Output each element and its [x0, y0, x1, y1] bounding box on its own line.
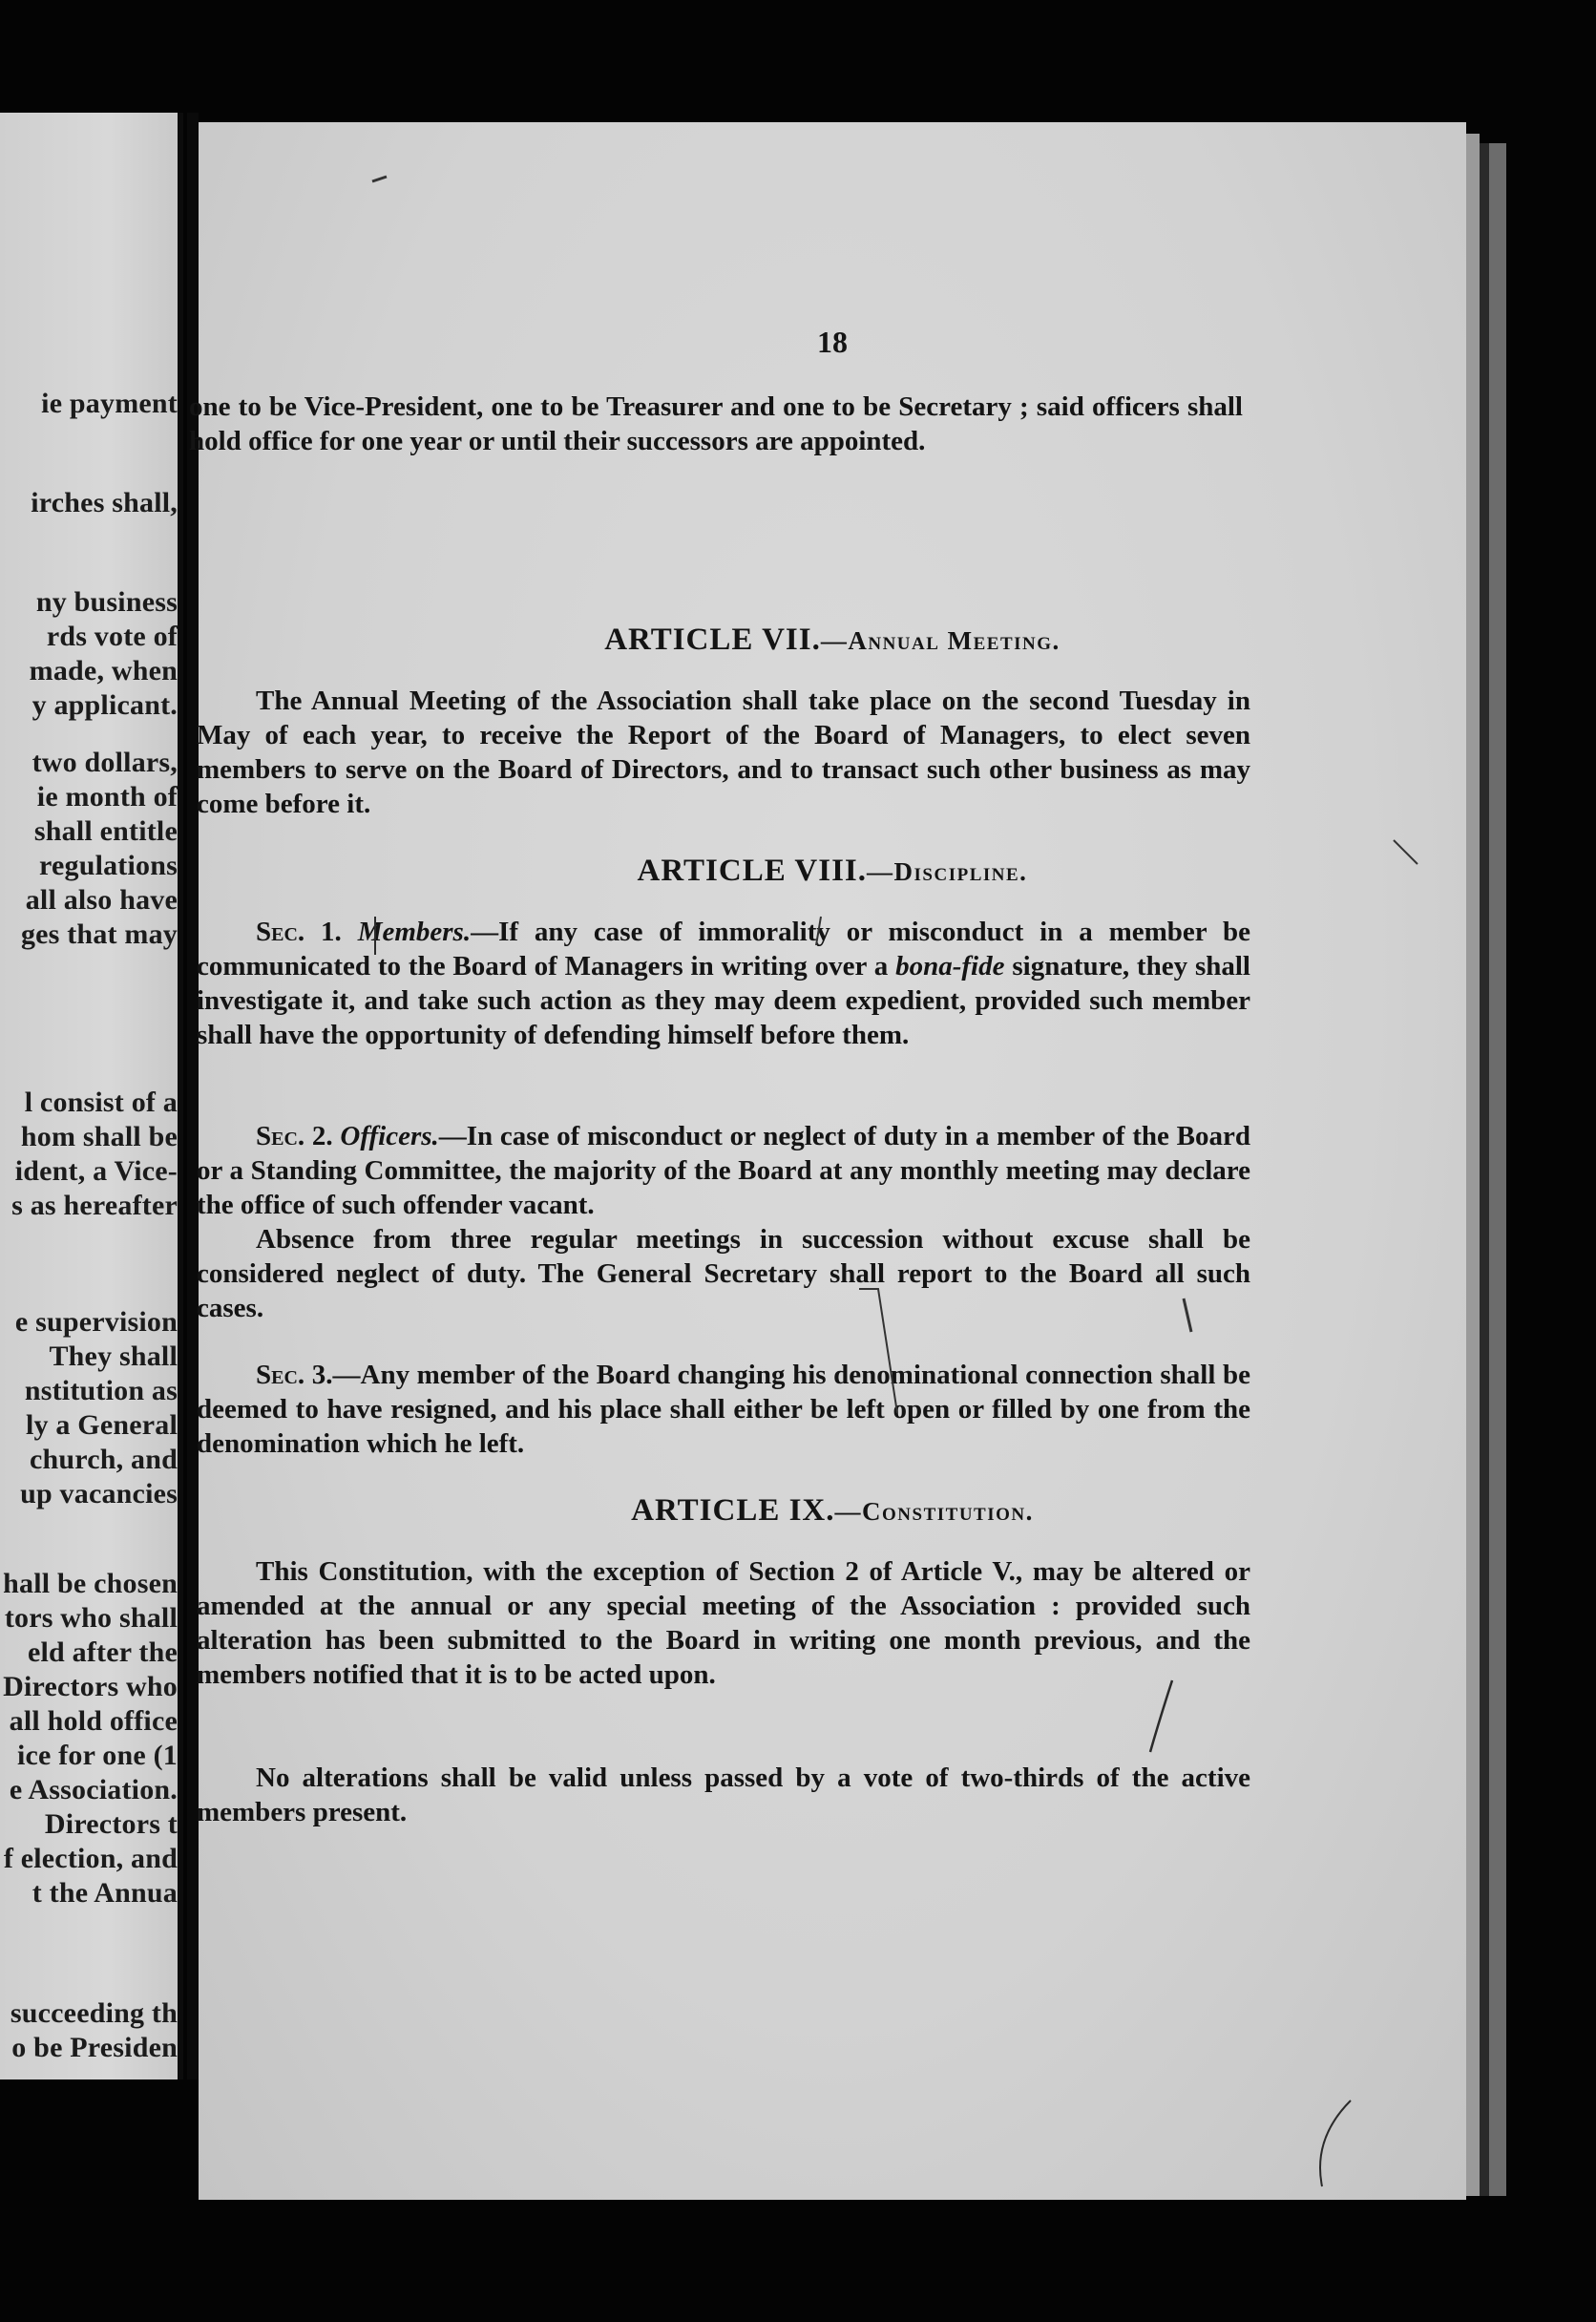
- article-9-title: ARTICLE IX.: [631, 1493, 835, 1528]
- pencil-mark: [859, 1289, 897, 1413]
- section-2-label: Sec. 2.: [256, 1121, 333, 1151]
- pencil-mark: [372, 177, 387, 181]
- left-fragment: ges that may: [20, 918, 178, 950]
- pencil-mark: [1150, 1680, 1172, 1752]
- section-1-text-a: —If any case of immorality or misconduct in a member be communicated to the Board of Managers in writing over a: [197, 917, 1251, 982]
- left-fragment: tors who shall: [4, 1602, 178, 1634]
- left-fragment: made, when: [29, 655, 178, 686]
- left-fragment: ident, a Vice-: [14, 1155, 178, 1187]
- section-1-label: Sec. 1.: [256, 917, 342, 947]
- left-fragment: They shall: [49, 1340, 178, 1372]
- left-fragment: all also have: [25, 884, 178, 916]
- section-2-text: —In case of misconduct or neglect of duty in a member of the Board or a Standing Committee, the majority of the Board at any monthly meeting may declare the office of such offender vacant.: [197, 1121, 1251, 1220]
- pencil-mark: [816, 917, 821, 945]
- left-fragment: rds vote of: [46, 621, 178, 652]
- left-fragment: eld after the: [28, 1636, 178, 1668]
- article-9-subtitle: —Constitution.: [834, 1497, 1034, 1526]
- section-3-label: Sec. 3.: [256, 1360, 333, 1390]
- left-fragment: y applicant.: [32, 689, 178, 721]
- section-1-title: Members.: [357, 917, 472, 947]
- absence-text: Absence from three regular meetings in succession without excuse shall be considered neglect of duty. The General Secretary shall report to the Board all such cases.: [197, 1224, 1250, 1323]
- left-fragment: f election, and: [3, 1843, 178, 1874]
- article-9-text: This Constitution, with the exception of Section 2 of Article V., may be altered or amended at the annual or any special meeting of the Association : provided such alteration has been submitted to the Board in writing one month previous, and the members notified that it is to be acted upon.: [197, 1556, 1250, 1690]
- left-fragment: e supervision: [14, 1306, 178, 1338]
- left-fragment: up vacancies: [20, 1478, 178, 1509]
- left-fragment: ice for one (1: [16, 1740, 178, 1771]
- left-fragment: t the Annua: [32, 1877, 178, 1909]
- left-fragment: ny business: [35, 586, 178, 618]
- pencil-mark: [1394, 840, 1418, 864]
- intro-text: one to be Vice-President, one to be Treasurer and one to be Secretary ; said officers shall hold office for one year or until their successors are appointed.: [189, 391, 1243, 456]
- article-7-subtitle: —Annual Meeting.: [820, 626, 1060, 655]
- left-fragment: Directors who: [3, 1671, 178, 1702]
- article-7-title: ARTICLE VII.: [604, 623, 821, 657]
- article-8-title: ARTICLE VIII.: [637, 854, 868, 888]
- left-fragment: e Association.: [9, 1774, 178, 1805]
- section-2-title: Officers.: [340, 1121, 439, 1151]
- section-1-text-b: signature, they shall investigate it, and take such action as they may deem expedient, provided such member shall have the opportunity of defending himself before them.: [197, 951, 1250, 1050]
- left-fragment: ie month of: [36, 781, 178, 813]
- left-fragment: shall entitle: [33, 815, 178, 847]
- left-fragment: s as hereafter: [11, 1190, 178, 1221]
- left-fragment: o be Presiden: [11, 2032, 178, 2063]
- left-fragment: succeeding th: [10, 1997, 178, 2029]
- pencil-mark: [1320, 2100, 1351, 2186]
- left-fragment: all hold office: [9, 1705, 178, 1737]
- article-8-subtitle: —Discipline.: [867, 857, 1028, 886]
- left-fragment: irches shall,: [31, 487, 178, 518]
- left-fragment: regulations: [39, 850, 178, 881]
- left-fragment: two dollars,: [32, 747, 178, 778]
- left-fragment: hall be chosen: [3, 1568, 178, 1599]
- left-fragment: ly a General: [25, 1409, 178, 1441]
- left-fragment: hom shall be: [20, 1121, 178, 1152]
- closing-text: No alterations shall be valid unless passed by a vote of two-thirds of the active members present.: [197, 1763, 1250, 1827]
- article-7-text: The Annual Meeting of the Association shall take place on the second Tuesday in May of each year, to receive the Report of the Board of Managers, to elect seven members to serve on the Board of Directors, and to transact such other business as may come before it.: [197, 686, 1250, 819]
- left-fragment: church, and: [29, 1444, 178, 1475]
- section-1-italic: bona-fide: [895, 951, 1005, 982]
- left-fragment: l consist of a: [24, 1087, 178, 1118]
- page-number: 18: [817, 325, 848, 359]
- left-fragment: ie payment: [41, 388, 178, 419]
- left-fragment: Directors t: [44, 1808, 178, 1840]
- pencil-mark: [1184, 1298, 1191, 1332]
- section-3-text: —Any member of the Board changing his denominational connection shall be deemed to have resigned, and his place shall either be left open or filled by one from the denomination which he left.: [197, 1360, 1250, 1459]
- left-fragment: nstitution as: [24, 1375, 178, 1406]
